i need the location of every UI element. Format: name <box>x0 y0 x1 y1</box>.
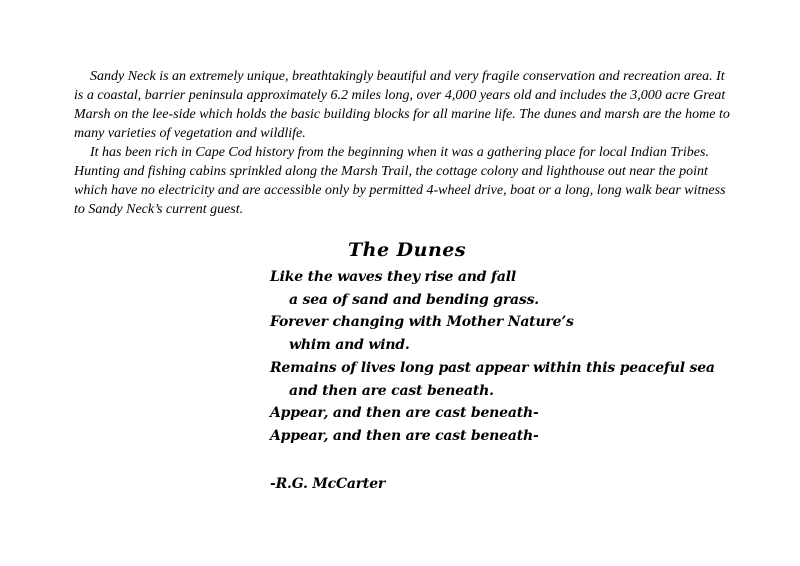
poem-line-5: Remains of lives long past appear within this peaceful sea <box>270 359 715 376</box>
intro-paragraph-1: Sandy Neck is an extremely unique, breathtakingly beautiful and very fragile conservation and recreation area. It is a coastal, barrier peninsula approximately 6.2 miles long, over 4,000 years old and includes the 3,000 acre Great Marsh on the lee-side which holds the basic building blocks for all marine life. The dunes and marsh are the home to many varieties of vegetation and wildlife. <box>74 69 730 141</box>
poem-author: -R.G. McCarter <box>270 476 386 493</box>
intro-prose <box>74 67 734 219</box>
poem-line-4: whim and wind. <box>289 337 410 354</box>
poem-stanza-gap <box>270 448 730 471</box>
poem-line-1: Like the waves they rise and fall <box>270 269 516 285</box>
poem-line-7: Appear, and then are cast beneath- <box>270 405 539 422</box>
intro-paragraph-2: It has been rich in Cape Cod history from the beginning when it was a gathering place for local Indian Tribes. Hunting and fishing cabins sprinkled along the Marsh Trail, the cottage colony and lighthouse out near the point which have no electricity and are accessible only by permitted 4-wheel drive, boat or a long, long walk bear witness to Sandy Neck’s current guest. <box>74 145 726 217</box>
poem-title: The Dunes <box>348 239 467 261</box>
poem <box>270 238 730 496</box>
poem-line-8: Appear, and then are cast beneath- <box>270 427 539 444</box>
poem-line-6: and then are cast beneath. <box>289 382 494 399</box>
poem-line-2: a sea of sand and bending grass. <box>289 291 539 308</box>
poem-line-3: Forever changing with Mother Nature’s <box>270 314 574 331</box>
